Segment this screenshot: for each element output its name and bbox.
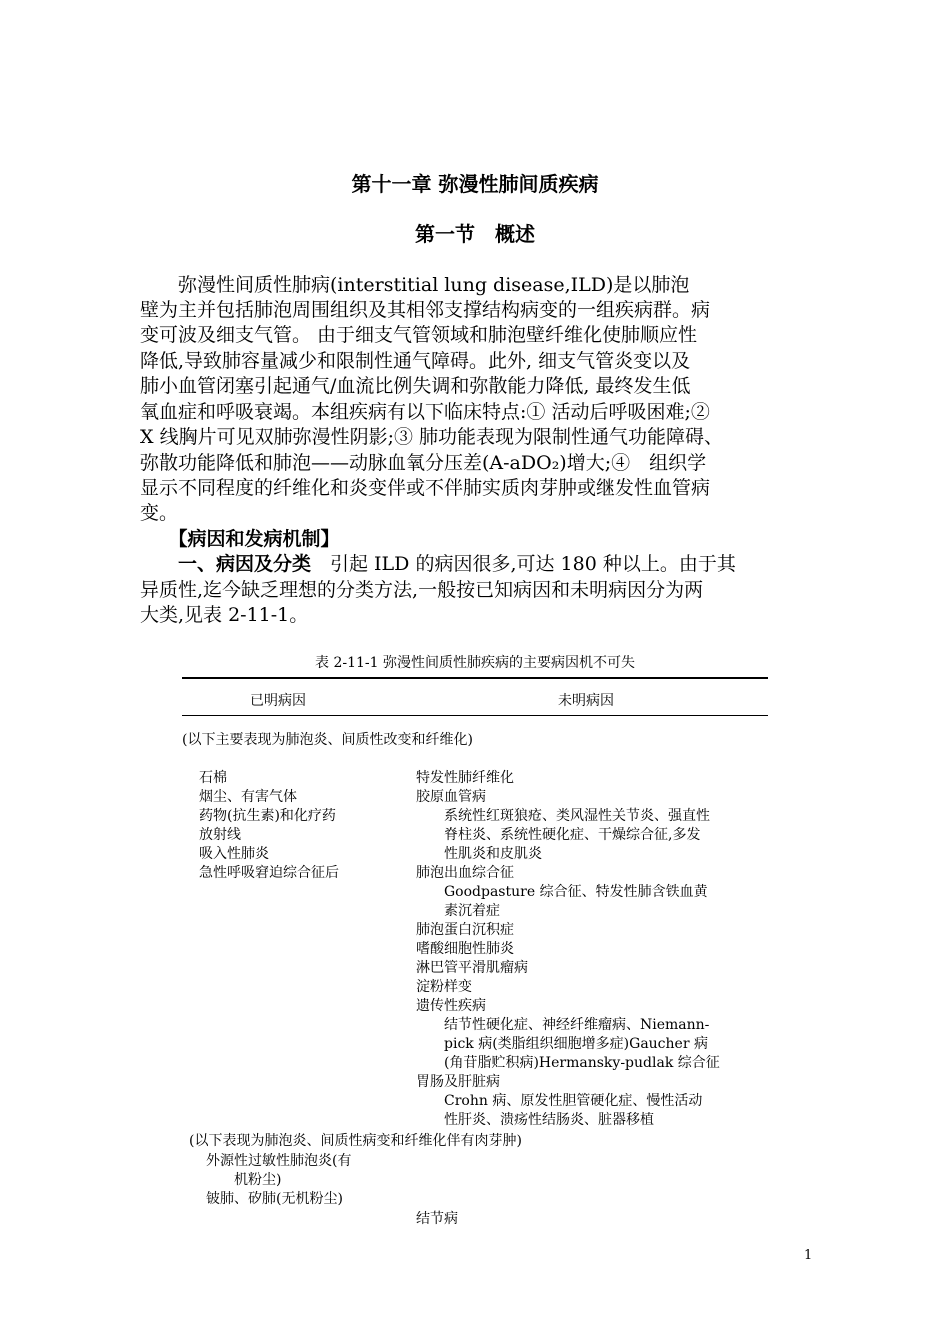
section-title: 第一节 概述 bbox=[415, 222, 535, 246]
unknown-cause: 脊柱炎、系统性硬化症、干燥综合征,多发 bbox=[416, 827, 701, 843]
known-cause: 吸入性肺炎 bbox=[199, 846, 269, 862]
etiology-heading: 【病因和发病机制】 bbox=[140, 528, 340, 550]
known-cause: 铍肺、矽肺(无机粉尘) bbox=[206, 1191, 343, 1207]
table-caption: 表 2-11-1 弥漫性间质性肺疾病的主要病因机不可失 bbox=[315, 655, 635, 671]
unknown-cause: 嗜酸细胞性肺炎 bbox=[416, 941, 514, 957]
intro-line: 降低,导致肺容量减少和限制性通气障碍。此外, 细支气管炎变以及 bbox=[140, 350, 691, 372]
unknown-cause: 胶原血管病 bbox=[416, 789, 486, 805]
page-number: 1 bbox=[804, 1248, 813, 1263]
chapter-title: 第十一章 弥漫性肺间质疾病 bbox=[351, 172, 599, 196]
intro-line: 弥漫性间质性肺病(interstitial lung disease,ILD)是以肺泡 bbox=[140, 274, 690, 296]
unknown-cause: 特发性肺纤维化 bbox=[416, 770, 514, 786]
unknown-cause: 性肌炎和皮肌炎 bbox=[416, 846, 542, 862]
unknown-cause: Crohn 病、原发性胆管硬化症、慢性活动 bbox=[416, 1093, 703, 1109]
known-cause: 急性呼吸窘迫综合征后 bbox=[199, 865, 339, 881]
unknown-cause: 肺泡蛋白沉积症 bbox=[416, 922, 514, 938]
header-known: 已明病因 bbox=[250, 693, 306, 709]
known-cause: 烟尘、有害气体 bbox=[199, 789, 297, 805]
unknown-cause: 肺泡出血综合征 bbox=[416, 865, 514, 881]
unknown-cause: 结节病 bbox=[416, 1211, 458, 1227]
unknown-cause: 胃肠及肝脏病 bbox=[416, 1074, 500, 1090]
unknown-cause: 系统性红斑狼疮、类风湿性关节炎、强直性 bbox=[416, 808, 710, 824]
intro-line: 弥散功能降低和肺泡——动脉血氧分压差(A-aDO₂)增大;④ 组织学 bbox=[140, 452, 707, 474]
etiology-paragraph-line: 大类,见表 2-11-1。 bbox=[140, 604, 309, 626]
etiology-paragraph-line: 异质性,迄今缺乏理想的分类方法,一般按已知病因和未明病因分为两 bbox=[140, 579, 704, 601]
group2-note: (以下表现为肺泡炎、间质性病变和纤维化伴有肉芽肿) bbox=[189, 1133, 522, 1149]
unknown-cause: 淀粉样变 bbox=[416, 979, 472, 995]
etiology-text: 引起 ILD 的病因很多,可达 180 种以上。由于其 bbox=[311, 553, 736, 575]
known-cause: 药物(抗生素)和化疗药 bbox=[199, 808, 336, 824]
unknown-cause: 淋巴管平滑肌瘤病 bbox=[416, 960, 528, 976]
intro-line: 肺小血管闭塞引起通气/血流比例失调和弥散能力降低, 最终发生低 bbox=[140, 375, 691, 397]
intro-line: 变。 bbox=[140, 502, 179, 524]
known-cause: 石棉 bbox=[199, 770, 227, 786]
known-cause: 机粉尘) bbox=[206, 1172, 282, 1188]
etiology-subheading: 一、病因及分类 bbox=[140, 553, 312, 575]
known-cause: 外源性过敏性肺泡炎(有 bbox=[206, 1153, 352, 1169]
intro-line: 显示不同程度的纤维化和炎变伴或不伴肺实质肉芽肿或继发性血管病 bbox=[140, 477, 711, 499]
intro-line: 壁为主并包括肺泡周围组织及其相邻支撑结构病变的一组疾病群。病 bbox=[140, 299, 711, 321]
table-header-rule bbox=[182, 715, 768, 716]
table-top-rule bbox=[182, 677, 768, 679]
intro-line: 氧血症和呼吸衰竭。本组疾病有以下临床特点:① 活动后呼吸困难;② bbox=[140, 401, 710, 423]
intro-line: 变可波及细支气管。 由于细支气管领域和肺泡壁纤维化使肺顺应性 bbox=[140, 324, 698, 346]
header-unknown: 未明病因 bbox=[558, 693, 614, 709]
group1-note: (以下主要表现为肺泡炎、间质性改变和纤维化) bbox=[182, 732, 473, 748]
unknown-cause: 结节性硬化症、神经纤维瘤病、Niemann- bbox=[416, 1017, 710, 1033]
known-cause: 放射线 bbox=[199, 827, 241, 843]
unknown-cause: pick 病(类脂组织细胞增多症)Gaucher 病 bbox=[416, 1036, 708, 1052]
unknown-cause: Goodpasture 综合征、特发性肺含铁血黄 bbox=[416, 884, 708, 900]
etiology-paragraph-line bbox=[140, 549, 736, 576]
unknown-cause: 性肝炎、溃疡性结肠炎、脏器移植 bbox=[416, 1112, 654, 1128]
unknown-cause: 素沉着症 bbox=[416, 903, 500, 919]
unknown-cause: 遗传性疾病 bbox=[416, 998, 486, 1014]
unknown-cause: (角苷脂贮积病)Hermansky-pudlak 综合征 bbox=[416, 1055, 720, 1071]
intro-line: X 线胸片可见双肺弥漫性阴影;③ 肺功能表现为限制性通气功能障碍、 bbox=[140, 426, 724, 448]
